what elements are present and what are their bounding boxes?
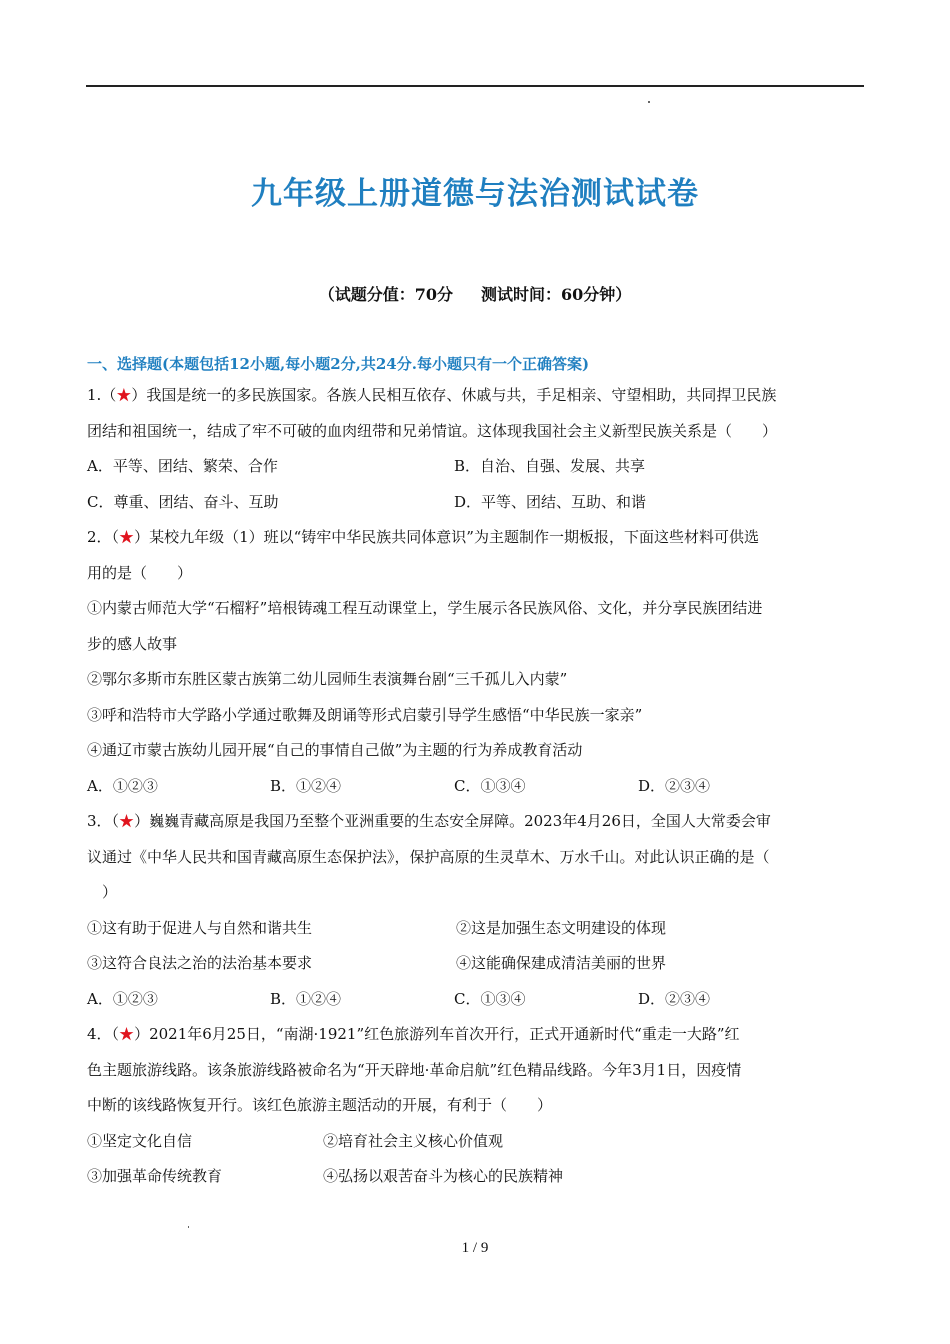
question-3-items-row-2	[87, 946, 865, 982]
star-icon: ★	[119, 812, 135, 830]
option-b: B．①②④	[270, 776, 342, 795]
option-b: B．自治、自强、发展、共享	[454, 457, 646, 475]
section-heading: 一、选择题(本题包括12小题,每小题2分,共24分.每小题只有一个正确答案)	[87, 355, 590, 373]
star-icon: ★	[116, 386, 132, 404]
star-icon: ★	[119, 1025, 135, 1043]
question-2-item-3: ③呼和浩特市大学路小学通过歌舞及朗诵等形式启蒙引导学生感悟“中华民族一家亲”	[87, 705, 643, 724]
question-4-items-row-2	[87, 1159, 865, 1195]
question-1-line-2: 团结和祖国统一，结成了牢不可破的血肉纽带和兄弟情谊。这体现我国社会主义新型民族关系是（ ）	[87, 421, 778, 440]
question-4-item-4: ④弘扬以艰苦奋斗为核心的民族精神	[323, 1167, 564, 1185]
question-4-items-row-1	[87, 1124, 865, 1160]
question-4-item-3: ③加强革命传统教育	[87, 1167, 223, 1185]
option-a: A．①②③	[87, 989, 158, 1008]
time-info: 测试时间：60分钟）	[481, 285, 632, 304]
scan-dot	[648, 101, 650, 103]
question-3-item-2: ②这是加强生态文明建设的体现	[456, 918, 667, 937]
option-a: A．平等、团结、繁荣、合作	[87, 457, 278, 475]
question-4-line-2: 色主题旅游线路。该条旅游线路被命名为“开天辟地·革命启航”红色精品线路。今年3月1日，因疫情	[87, 1060, 742, 1079]
option-a: A．①②③	[87, 776, 158, 795]
question-3-line-3: ）	[87, 883, 118, 901]
exam-info	[0, 282, 950, 305]
page-number: 1 / 9	[461, 1240, 489, 1256]
question-3-item-3: ③这符合良法之治的法治基本要求	[87, 954, 313, 972]
exam-content	[87, 350, 865, 1195]
question-2-line-2: 用的是（ ）	[87, 563, 193, 582]
question-2-line-1: 2．（★）某校九年级（1）班以“铸牢中华民族共同体意识”为主题制作一期板报，下面这些材料可供选	[87, 528, 759, 546]
question-2-options	[87, 769, 865, 805]
header-rule	[86, 85, 864, 87]
question-1-line-1: 1.（★）我国是统一的多民族国家。各族人民相互依存、休戚与共，手足相亲、守望相助，共同捍卫民族	[87, 386, 777, 404]
question-4-item-2: ②培育社会主义核心价值观	[323, 1131, 504, 1150]
question-2-item-4: ④通辽市蒙古族幼儿园开展“自己的事情自己做”为主题的行为养成教育活动	[87, 741, 583, 759]
option-d: D．平等、团结、互助、和谐	[454, 492, 647, 511]
option-c: C．①③④	[454, 776, 526, 795]
score-info: （试题分值：70分	[318, 285, 453, 304]
scan-dot	[188, 1226, 189, 1228]
option-c: C．①③④	[454, 989, 526, 1008]
question-3-item-4: ④这能确保建成清洁美丽的世界	[456, 954, 667, 972]
question-2-item-2: ②鄂尔多斯市东胜区蒙古族第二幼儿园师生表演舞台剧“三千孤儿入内蒙”	[87, 670, 568, 688]
question-4-item-1: ①坚定文化自信	[87, 1131, 193, 1150]
question-4-line-1: 4．（★）2021年6月25日，“南湖·1921”红色旅游列车首次开行，正式开通新时代“重走一大路”红	[87, 1025, 740, 1043]
question-3-options	[87, 982, 865, 1018]
option-b: B．①②④	[270, 989, 342, 1008]
question-1-options-row-2	[87, 485, 865, 521]
option-c: C．尊重、团结、奋斗、互助	[87, 492, 279, 511]
question-3-line-2: 议通过《中华人民共和国青藏高原生态保护法》，保护高原的生灵草木、万水千山。对此认识正确的是（	[87, 847, 770, 866]
question-3-items-row-1	[87, 911, 865, 947]
option-d: D．②③④	[638, 989, 711, 1008]
question-2-item-1: ①内蒙古师范大学“石榴籽”培根铸魂工程互动课堂上，学生展示各民族风俗、文化，并分享民族团结进	[87, 599, 763, 617]
option-d: D．②③④	[638, 776, 711, 795]
question-1-options-row-1	[87, 449, 865, 485]
question-3-item-1: ①这有助于促进人与自然和谐共生	[87, 918, 313, 937]
question-3-line-1: 3．（★）巍巍青藏高原是我国乃至整个亚洲重要的生态安全屏障。2023年4月26日，全国人大常委会审	[87, 812, 771, 830]
star-icon: ★	[119, 528, 135, 546]
page-title: 九年级上册道德与法治测试试卷	[251, 176, 699, 212]
question-4-line-3: 中断的该线路恢复开行。该红色旅游主题活动的开展，有利于（ ）	[87, 1096, 553, 1114]
question-2-item-1-cont: 步的感人故事	[87, 634, 178, 653]
